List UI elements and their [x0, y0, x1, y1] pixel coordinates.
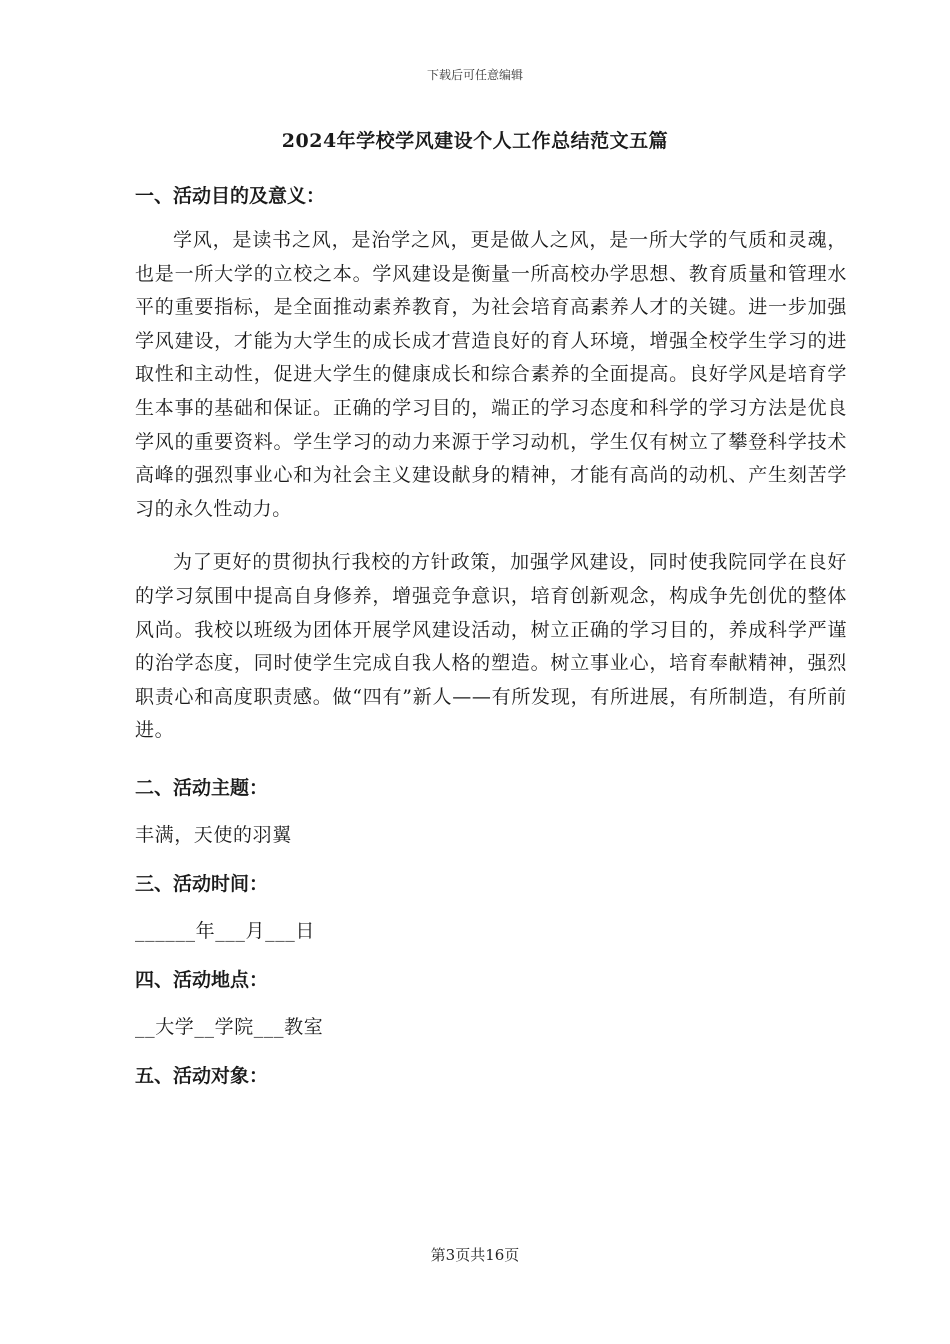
body-paragraph: 学风，是读书之风，是治学之风，更是做人之风，是一所大学的气质和灵魂，也是一所大学的立校之本。学风建设是衡量一所高校办学思想、教育质量和管理水平的重要指标，是全面推动素养教育，为社会培育高素养人才的关键。进一步加强学风建设，才能为大学生的成长成才营造良好的育人环境，增强全校学生学习的进取性和主动性，促进大学生的健康成长和综合素养的全面提高。良好学风是培育学生本事的基础和保证。正确的学习目的，端正的学习态度和科学的学习方法是优良学风的重要资料。学生学习的动力来源于学习动机，学生仅有树立了攀登科学技术高峰的强烈事业心和为社会主义建设献身的精神，才能有高尚的动机、产生刻苦学习的永久性动力。 — [135, 229, 847, 520]
section-heading-location: 四、活动地点： — [135, 968, 269, 991]
header-note: 下载后可任意编辑 — [426, 68, 523, 82]
section-heading-purpose: 一、活动目的及意义： — [135, 185, 326, 207]
section-text-time: ______年___月___日 — [135, 919, 316, 942]
document-body — [135, 168, 847, 1104]
document-title: 2024年学校学风建设个人工作总结范文五篇 — [281, 130, 669, 152]
section-heading-audience: 五、活动对象： — [135, 1064, 269, 1087]
section-text-theme: 丰满，天使的羽翼 — [135, 823, 292, 846]
section-heading-time: 三、活动时间： — [135, 872, 269, 895]
section-heading-theme: 二、活动主题： — [135, 776, 269, 799]
body-paragraph: 为了更好的贯彻执行我校的方针政策，加强学风建设，同时使我院同学在良好的学习氛围中提高自身修养，增强竞争意识，培育创新观念，构成争先创优的整体风尚。我校以班级为团体开展学风建设活动，树立正确的学习目的，养成科学严谨的治学态度，同时使学生完成自我人格的塑造。树立事业心，培育奉献精神，强烈职责心和高度职责感。做“四有”新人——有所发现，有所进展，有所制造，有所前进。 — [135, 551, 847, 742]
section-text-location: __大学__学院___教室 — [135, 1015, 324, 1038]
page-number: 第3页共16页 — [430, 1246, 520, 1264]
